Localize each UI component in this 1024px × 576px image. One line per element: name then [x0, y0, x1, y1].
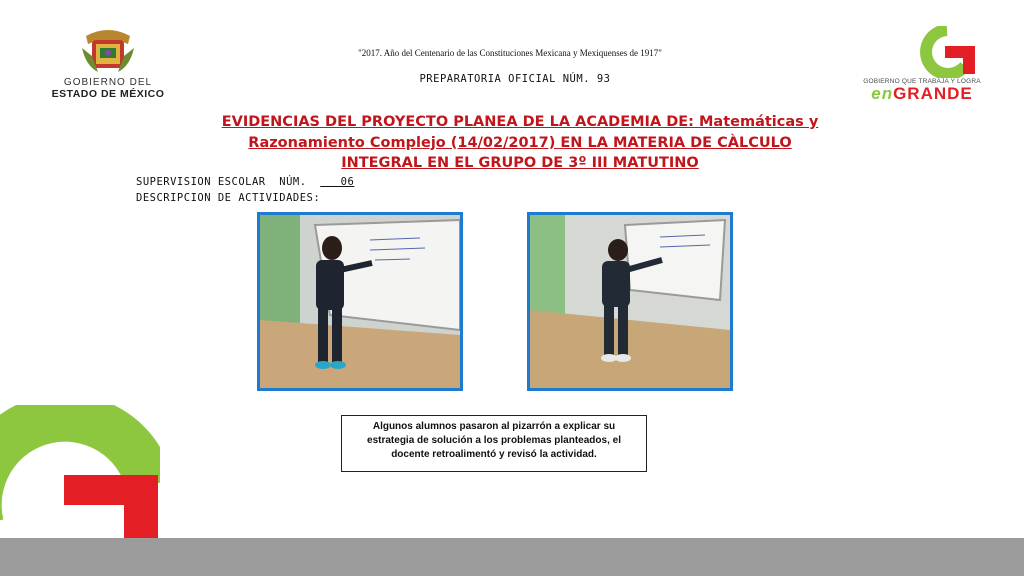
supervision-label: SUPERVISION ESCOLAR NÚM.	[136, 176, 321, 188]
estado-de-mexico-seal-icon	[78, 26, 138, 76]
wordmark-en: en	[871, 84, 894, 103]
student-at-whiteboard-photo	[260, 215, 460, 388]
footer-bar	[0, 538, 1024, 576]
school-name: PREPARATORIA OFICIAL NÚM. 93	[419, 73, 611, 85]
evidence-photo-1	[257, 212, 463, 391]
page-title: EVIDENCIAS DEL PROYECTO PLANEA DE LA ACADEMIA DE: Matemáticas y Razonamiento Complejo (14/02/2017) EN LA MATERIA DE CÀLCULO INTEGRAL EN EL GRUPO DE 3º III MATUTINO	[221, 114, 819, 171]
g-logo-icon	[0, 405, 160, 540]
gov-logo-line2: ESTADO DE MÉXICO	[51, 88, 165, 100]
year-heading: "2017. Año del Centenario de las Constituciones Mexicana y Mexiquenses de 1917"	[358, 48, 662, 58]
engrande-wordmark	[852, 84, 992, 104]
wordmark-grande: GRANDE	[893, 84, 973, 103]
activity-caption: Algunos alumnos pasaron al pizarrón a explicar su estrategia de solución a los problemas planteados, el docente retroalimentó y revisó la actividad.	[341, 415, 647, 472]
evidence-photo-2	[527, 212, 733, 391]
student-at-whiteboard-photo	[530, 215, 730, 388]
supervision-line	[136, 176, 354, 188]
engrande-logo	[852, 26, 992, 106]
slogan-text: GOBIERNO QUE TRABAJA Y LOGRA	[863, 78, 981, 85]
gov-logo-line1: GOBIERNO DEL	[63, 77, 153, 88]
description-label: DESCRIPCION DE ACTIVIDADES:	[136, 192, 321, 204]
estado-de-mexico-logo	[38, 26, 178, 102]
g-logo-icon	[907, 26, 983, 78]
supervision-number: 06	[320, 176, 355, 188]
